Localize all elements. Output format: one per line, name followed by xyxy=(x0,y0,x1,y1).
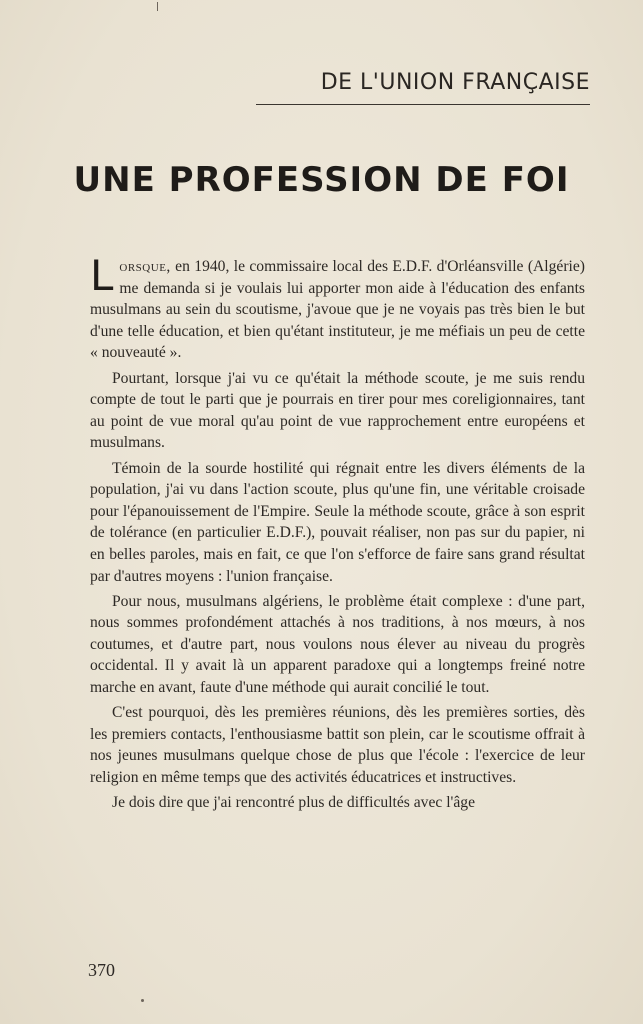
running-head: DE L'UNION FRANÇAISE xyxy=(320,70,590,95)
paragraph-2: Pourtant, lorsque j'ai vu ce qu'était la méthode scoute, je me suis rendu compte de tout le parti que je pourrais en tirer pour mes coreligionnaires, tant au point de vue moral qu'au point de vue rapprochement entre européens et musulmans. xyxy=(90,369,585,452)
paragraph-3: Témoin de la sourde hostilité qui régnait entre les divers éléments de la population, j'ai vu dans l'action scoute, plus qu'une fin, une véritable croisade pour l'épanouissement de l'Empire. Seule la méthode scoute, grâce à son esprit de tolérance (en particulier E.D.F.), pouvait réaliser, non pas sur du papier, ni en belles paroles, mais en fait, ce que l'on s'efforce de faire sans grand résultat par d'autres moyens : l'union française. xyxy=(90,459,585,585)
paragraph-1-text: en 1940, le commissaire local des E.D.F. d'Orléansville (Algérie) me demanda si je voulais lui apporter mon aide à l'éducation des enfants musulmans au sein du scoutisme, j'avoue que je ne voyais pas très bien le but d'une telle éducation, et bien qu'étant instituteur, je me méfiais un peu de cette « nouveauté ». xyxy=(90,258,585,362)
page-number: 370 xyxy=(88,960,115,980)
paragraph-1 xyxy=(90,251,585,364)
paper-speck xyxy=(157,2,158,11)
paragraph-6: Je dois dire que j'ai rencontré plus de difficultés avec l'âge xyxy=(112,794,475,812)
article-body xyxy=(90,251,585,817)
paper-speck xyxy=(141,999,144,1002)
header-rule xyxy=(256,104,590,105)
drop-cap: L xyxy=(90,251,114,300)
paragraph-5: C'est pourquoi, dès les premières réunions, dès les premières sorties, dès les premiers contacts, l'enthousiasme battit son plein, car le scoutisme offrait à nos jeunes musulmans quelque chose de plus que l'école : l'exercice de leur religion en même temps que des activités éducatrices et instructives. xyxy=(90,704,585,787)
paragraph-4: Pour nous, musulmans algériens, le problème était complexe : d'une part, nous sommes profondément attachés à nos traditions, à nos mœurs, à nos coutumes, et d'autre part, nous voulons nous élever au niveau du progrès occidental. Il y avait là un apparent paradoxe qui a longtemps freiné notre marche en avant, faute d'une méthode qui aurait concilié le tout. xyxy=(90,592,585,697)
article-title: UNE PROFESSION DE FOI xyxy=(73,160,570,200)
lead-word: orsque, xyxy=(119,258,171,275)
